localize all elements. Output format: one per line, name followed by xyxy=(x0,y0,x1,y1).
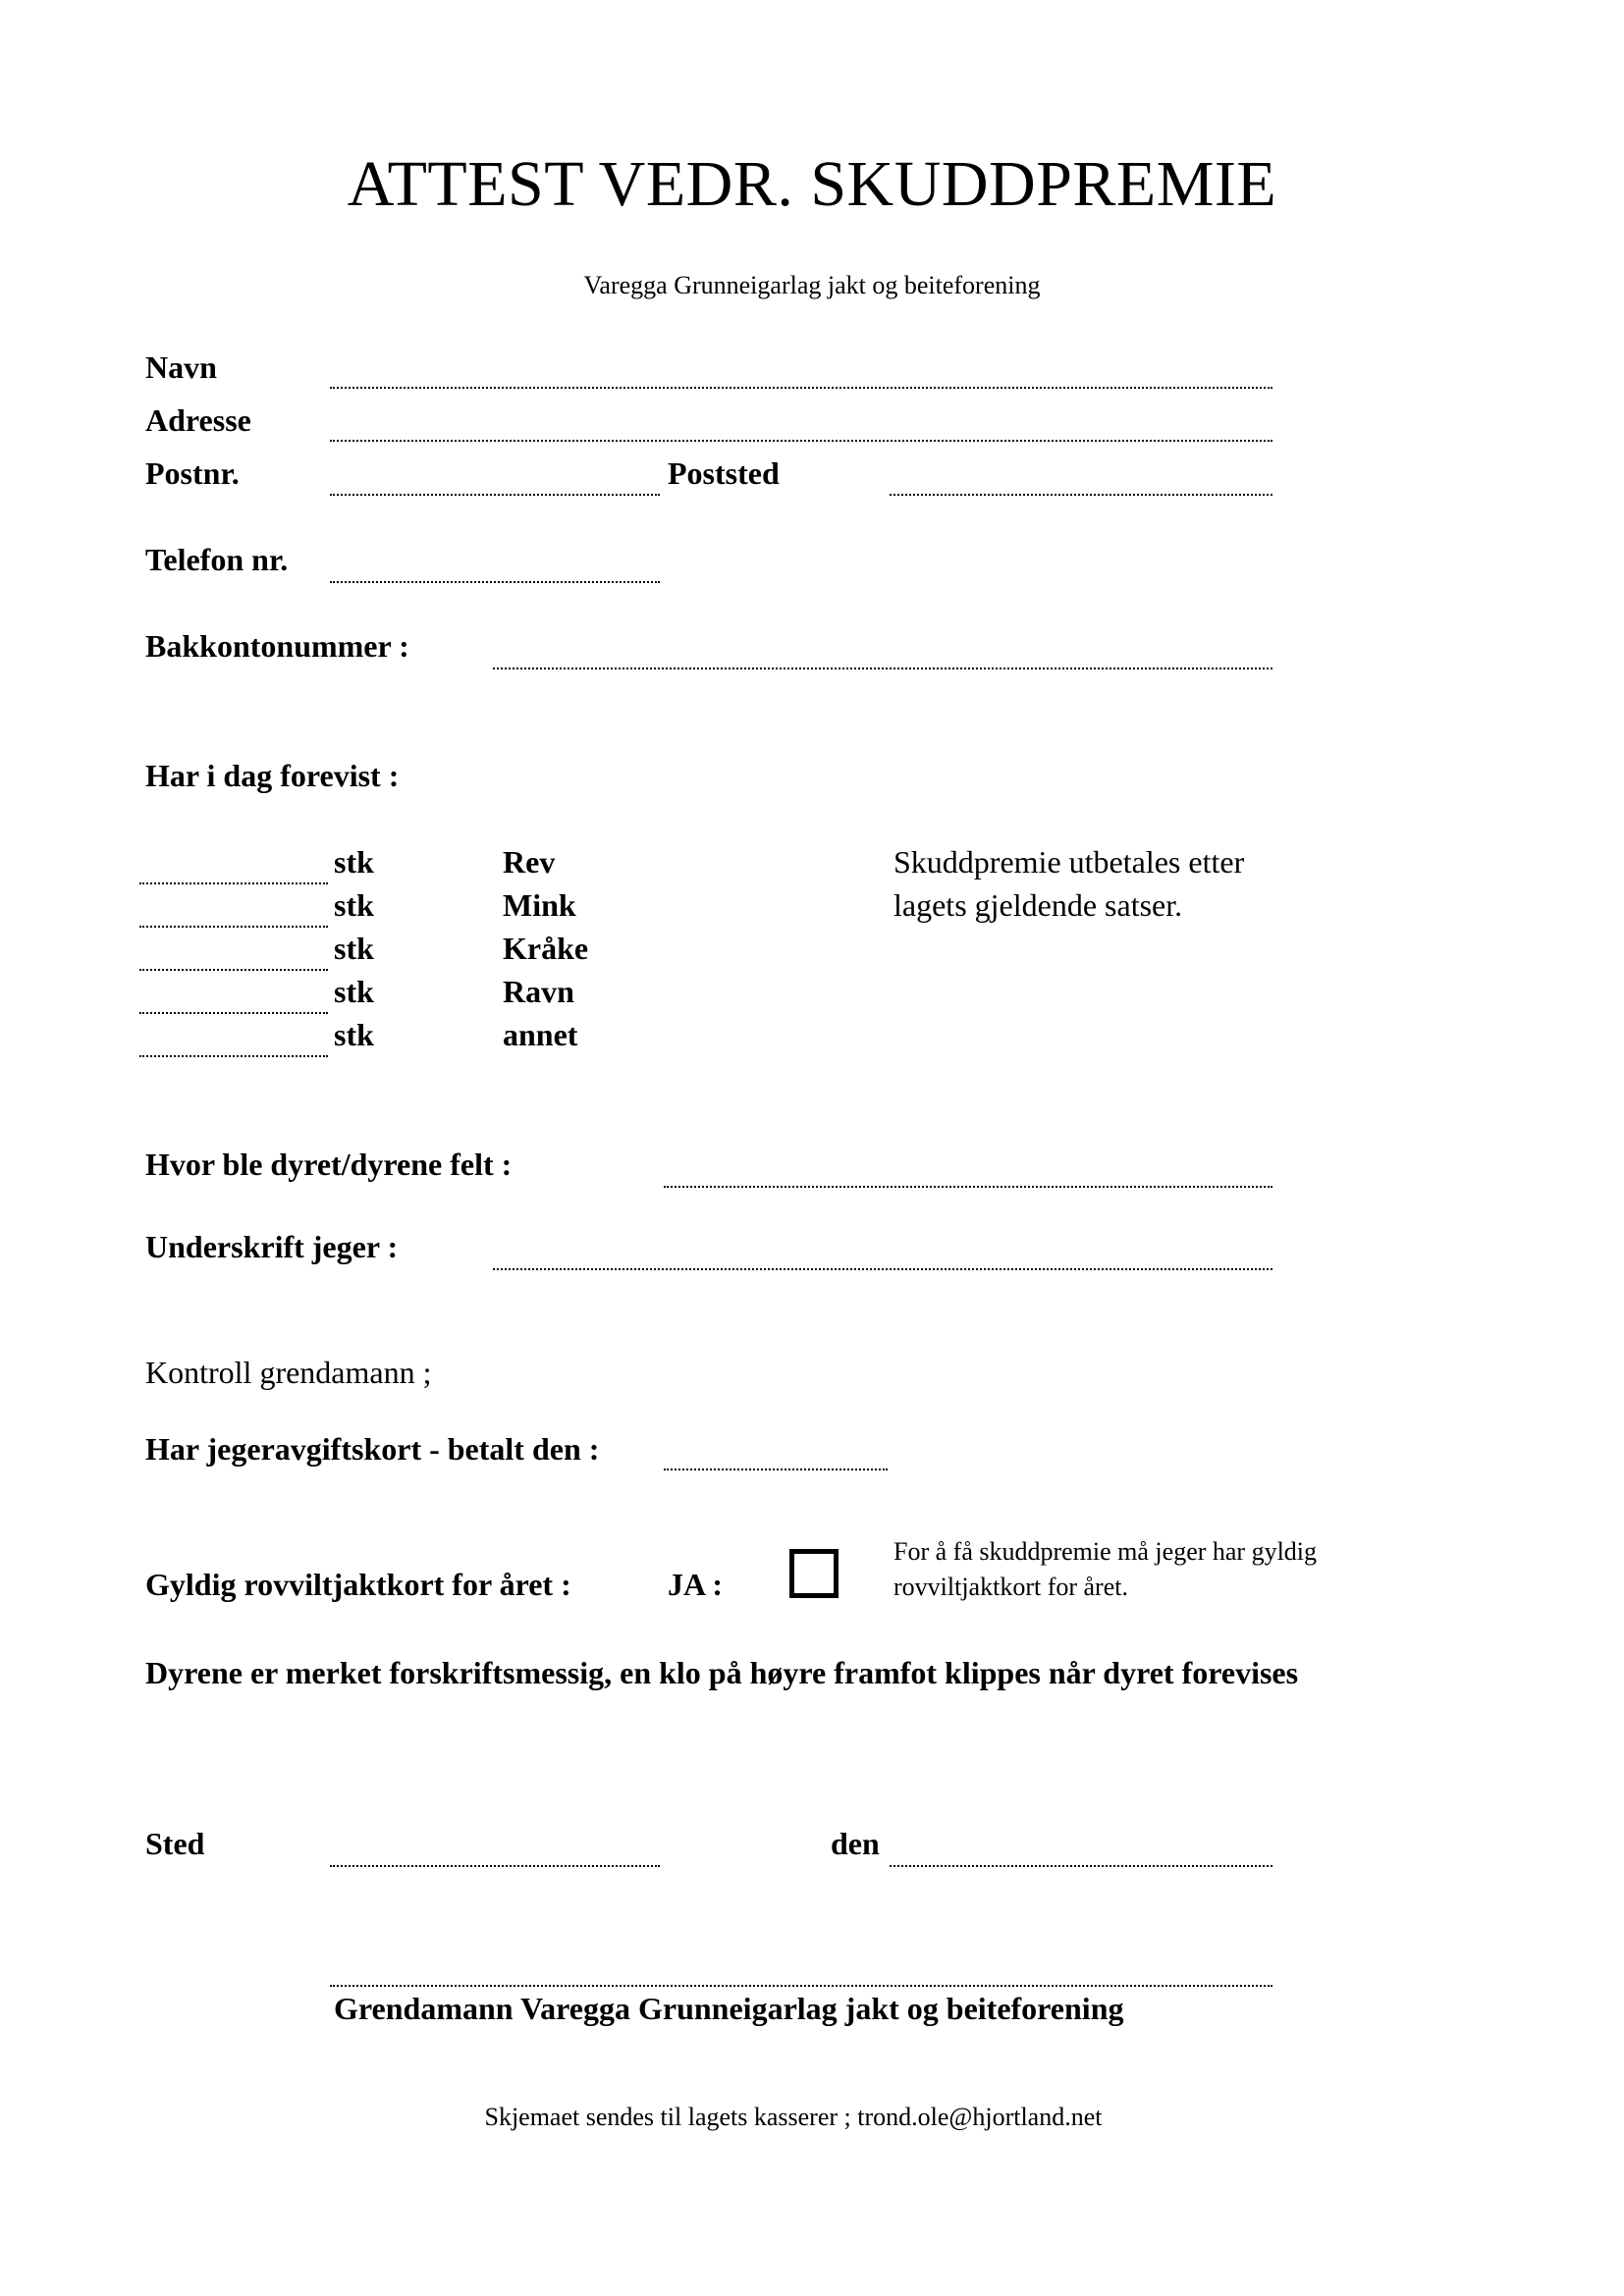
stk-label: stk xyxy=(334,974,374,1009)
navn-label: Navn xyxy=(145,349,217,385)
grendamann-signature-field[interactable] xyxy=(330,1985,1272,1987)
skuddpremie-note-line2: lagets gjeldende satser. xyxy=(893,887,1183,923)
ja-checkbox[interactable] xyxy=(789,1549,839,1598)
adresse-field[interactable] xyxy=(330,440,1272,442)
telefon-label: Telefon nr. xyxy=(145,542,289,577)
telefon-field[interactable] xyxy=(330,581,660,583)
ja-label: JA : xyxy=(668,1567,723,1602)
underskrift-jeger-field[interactable] xyxy=(493,1268,1272,1270)
stk-label: stk xyxy=(334,1017,374,1052)
ravn-count-field[interactable] xyxy=(139,1012,328,1014)
postnr-field[interactable] xyxy=(330,494,660,496)
page-title: ATTEST VEDR. SKUDDPREMIE xyxy=(347,148,1277,220)
stk-label: stk xyxy=(334,844,374,880)
bankkonto-field[interactable] xyxy=(493,667,1272,669)
poststed-label: Poststed xyxy=(668,455,780,491)
stk-label: stk xyxy=(334,931,374,966)
stk-label: stk xyxy=(334,887,374,923)
organization-subtitle: Varegga Grunneigarlag jakt og beiteforening xyxy=(583,271,1041,299)
bankkonto-label: Bakkontonummer : xyxy=(145,628,409,664)
den-label: den xyxy=(831,1826,880,1861)
annet-count-field[interactable] xyxy=(139,1055,328,1057)
hvor-felt-label: Hvor ble dyret/dyrene felt : xyxy=(145,1147,513,1182)
animal-rev: Rev xyxy=(503,844,556,880)
rev-count-field[interactable] xyxy=(139,882,328,884)
jegeravgift-label: Har jegeravgiftskort - betalt den : xyxy=(145,1431,600,1467)
den-date-field[interactable] xyxy=(890,1865,1272,1867)
grendamann-label: Grendamann Varegga Grunneigarlag jakt og beiteforening xyxy=(334,1991,1124,2026)
rovvilt-label: Gyldig rovviltjaktkort for året : xyxy=(145,1567,571,1602)
sted-label: Sted xyxy=(145,1826,205,1861)
adresse-label: Adresse xyxy=(145,402,251,438)
rovvilt-note-line2: rovviltjaktkort for året. xyxy=(893,1573,1128,1601)
animal-mink: Mink xyxy=(503,887,576,923)
underskrift-jeger-label: Underskrift jeger : xyxy=(145,1229,399,1264)
navn-field[interactable] xyxy=(330,387,1272,389)
merket-statement: Dyrene er merket forskriftsmessig, en klo på høyre framfot klippes når dyret forevises xyxy=(145,1655,1299,1690)
poststed-field[interactable] xyxy=(890,494,1272,496)
kontroll-label: Kontroll grendamann ; xyxy=(145,1355,432,1390)
animal-annet: annet xyxy=(503,1017,578,1052)
krake-count-field[interactable] xyxy=(139,969,328,971)
forevist-heading: Har i dag forevist : xyxy=(145,758,400,793)
animal-krake: Kråke xyxy=(503,931,589,966)
mink-count-field[interactable] xyxy=(139,926,328,928)
hvor-felt-field[interactable] xyxy=(664,1186,1272,1188)
skuddpremie-note-line1: Skuddpremie utbetales etter xyxy=(893,844,1245,880)
rovvilt-note-line1: For å få skuddpremie må jeger har gyldig xyxy=(893,1537,1318,1566)
sted-field[interactable] xyxy=(330,1865,660,1867)
postnr-label: Postnr. xyxy=(145,455,240,491)
jegeravgift-date-field[interactable] xyxy=(664,1468,888,1470)
animal-ravn: Ravn xyxy=(503,974,574,1009)
footer-note: Skjemaet sendes til lagets kasserer ; trond.ole@hjortland.net xyxy=(484,2103,1103,2131)
